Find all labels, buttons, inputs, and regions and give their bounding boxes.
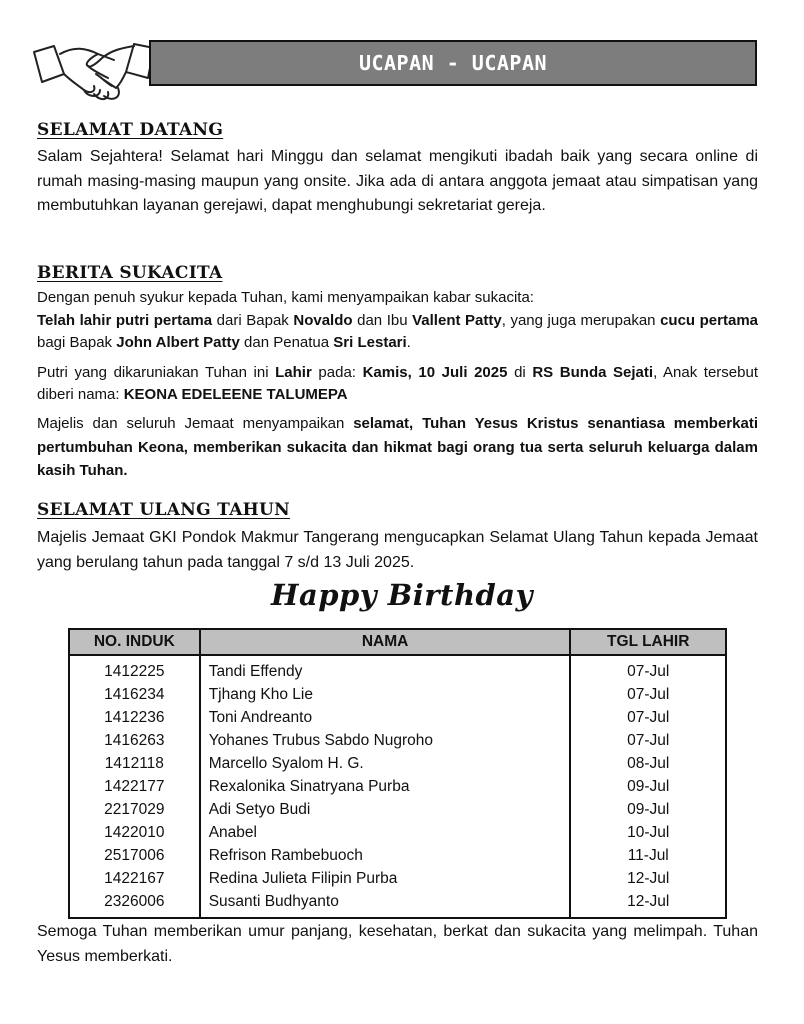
no-induk-cell: 1422177 bbox=[104, 777, 165, 795]
table-row bbox=[69, 655, 726, 683]
no-induk-cell: 1412225 bbox=[104, 662, 165, 680]
nama-cell: Rexalonika Sinatryana Purba bbox=[200, 775, 571, 798]
congregation-blessing: Majelis dan seluruh Jemaat menyampaikan selamat, Tuhan Yesus Kristus senantiasa memberkati pertumbuhan Keona, memberikan sukacita dan hikmat bagi orang tua serta seluruh keluarga dalam kasih Tuhan. bbox=[37, 415, 758, 479]
nama-cell: Adi Setyo Budi bbox=[200, 798, 571, 821]
nama-cell: Toni Andreanto bbox=[200, 706, 571, 729]
tgl-lahir-cell: 07-Jul bbox=[570, 729, 726, 752]
no-induk-cell: 1412236 bbox=[104, 708, 165, 726]
no-induk-cell: 2326006 bbox=[104, 892, 165, 910]
table-row bbox=[69, 752, 726, 775]
column-header-tgl-lahir: TGL LAHIR bbox=[570, 629, 726, 655]
table-row bbox=[69, 729, 726, 752]
tgl-lahir-cell: 07-Jul bbox=[570, 683, 726, 706]
nama-cell: Anabel bbox=[200, 821, 571, 844]
table-row bbox=[69, 706, 726, 729]
no-induk-cell: 1416263 bbox=[104, 731, 165, 749]
nama-cell: Yohanes Trubus Sabdo Nugroho bbox=[200, 729, 571, 752]
birth-details: Putri yang dikaruniakan Tuhan ini Lahir pada: Kamis, 10 Juli 2025 di RS Bunda Sejati, Anak tersebut diberi nama: KEONA EDELEENE TALUMEPA bbox=[37, 364, 758, 403]
birthday-table bbox=[68, 628, 727, 919]
birthday-title: SELAMAT ULANG TAHUN bbox=[37, 500, 291, 520]
nama-cell: Tandi Effendy bbox=[200, 655, 571, 683]
good-news-intro: Dengan penuh syukur kepada Tuhan, kami menyampaikan kabar sukacita: bbox=[37, 289, 534, 306]
welcome-text: Salam Sejahtera! Selamat hari Minggu dan selamat mengikuti ibadah baik yang secara online di rumah masing-masing maupun yang onsite. Jika ada di antara anggota jemaat atau simpatisan yang membutuhkan layanan gerejawi, dapat menghubungi sekretariat gereja. bbox=[37, 148, 758, 214]
happy-birthday-heading: Happy Birthday bbox=[271, 578, 533, 612]
section-banner: UCAPAN - UCAPAN bbox=[149, 40, 757, 86]
no-induk-cell: 1422010 bbox=[104, 823, 165, 841]
good-news-title: BERITA SUKACITA bbox=[37, 263, 223, 283]
table-row bbox=[69, 775, 726, 798]
nama-cell: Redina Julieta Filipin Purba bbox=[200, 867, 571, 890]
nama-cell: Refrison Rambebuoch bbox=[200, 844, 571, 867]
table-row bbox=[69, 798, 726, 821]
no-induk-cell: 1416234 bbox=[104, 685, 165, 703]
tgl-lahir-cell: 12-Jul bbox=[570, 867, 726, 890]
closing-text: Semoga Tuhan memberikan umur panjang, kesehatan, berkat dan sukacita yang melimpah. Tuhan Yesus memberkati. bbox=[37, 923, 758, 965]
column-header-nama: NAMA bbox=[200, 629, 571, 655]
tgl-lahir-cell: 12-Jul bbox=[570, 890, 726, 918]
tgl-lahir-cell: 10-Jul bbox=[570, 821, 726, 844]
nama-cell: Marcello Syalom H. G. bbox=[200, 752, 571, 775]
tgl-lahir-cell: 07-Jul bbox=[570, 706, 726, 729]
nama-cell: Susanti Budhyanto bbox=[200, 890, 571, 918]
nama-cell: Tjhang Kho Lie bbox=[200, 683, 571, 706]
tgl-lahir-cell: 11-Jul bbox=[570, 844, 726, 867]
column-header-no-induk: NO. INDUK bbox=[69, 629, 200, 655]
table-row bbox=[69, 683, 726, 706]
tgl-lahir-cell: 09-Jul bbox=[570, 775, 726, 798]
table-row bbox=[69, 867, 726, 890]
handshake-icon bbox=[30, 34, 158, 104]
no-induk-cell: 1422167 bbox=[104, 869, 165, 887]
birthday-text: Majelis Jemaat GKI Pondok Makmur Tangerang mengucapkan Selamat Ulang Tahun kepada Jemaat yang berulang tahun pada tanggal 7 s/d 13 Juli 2025. bbox=[37, 529, 758, 571]
tgl-lahir-cell: 08-Jul bbox=[570, 752, 726, 775]
table-row bbox=[69, 844, 726, 867]
tgl-lahir-cell: 07-Jul bbox=[570, 655, 726, 683]
no-induk-cell: 2217029 bbox=[104, 800, 165, 818]
no-induk-cell: 2517006 bbox=[104, 846, 165, 864]
welcome-title: SELAMAT DATANG bbox=[37, 120, 224, 140]
table-row bbox=[69, 890, 726, 918]
table-row bbox=[69, 821, 726, 844]
table-header-row bbox=[69, 629, 726, 655]
birth-announcement: Telah lahir putri pertama dari Bapak Novaldo dan Ibu Vallent Patty, yang juga merupakan cucu pertama bagi Bapak John Albert Patty dan Penatua Sri Lestari. bbox=[37, 312, 759, 351]
no-induk-cell: 1412118 bbox=[104, 754, 164, 772]
tgl-lahir-cell: 09-Jul bbox=[570, 798, 726, 821]
